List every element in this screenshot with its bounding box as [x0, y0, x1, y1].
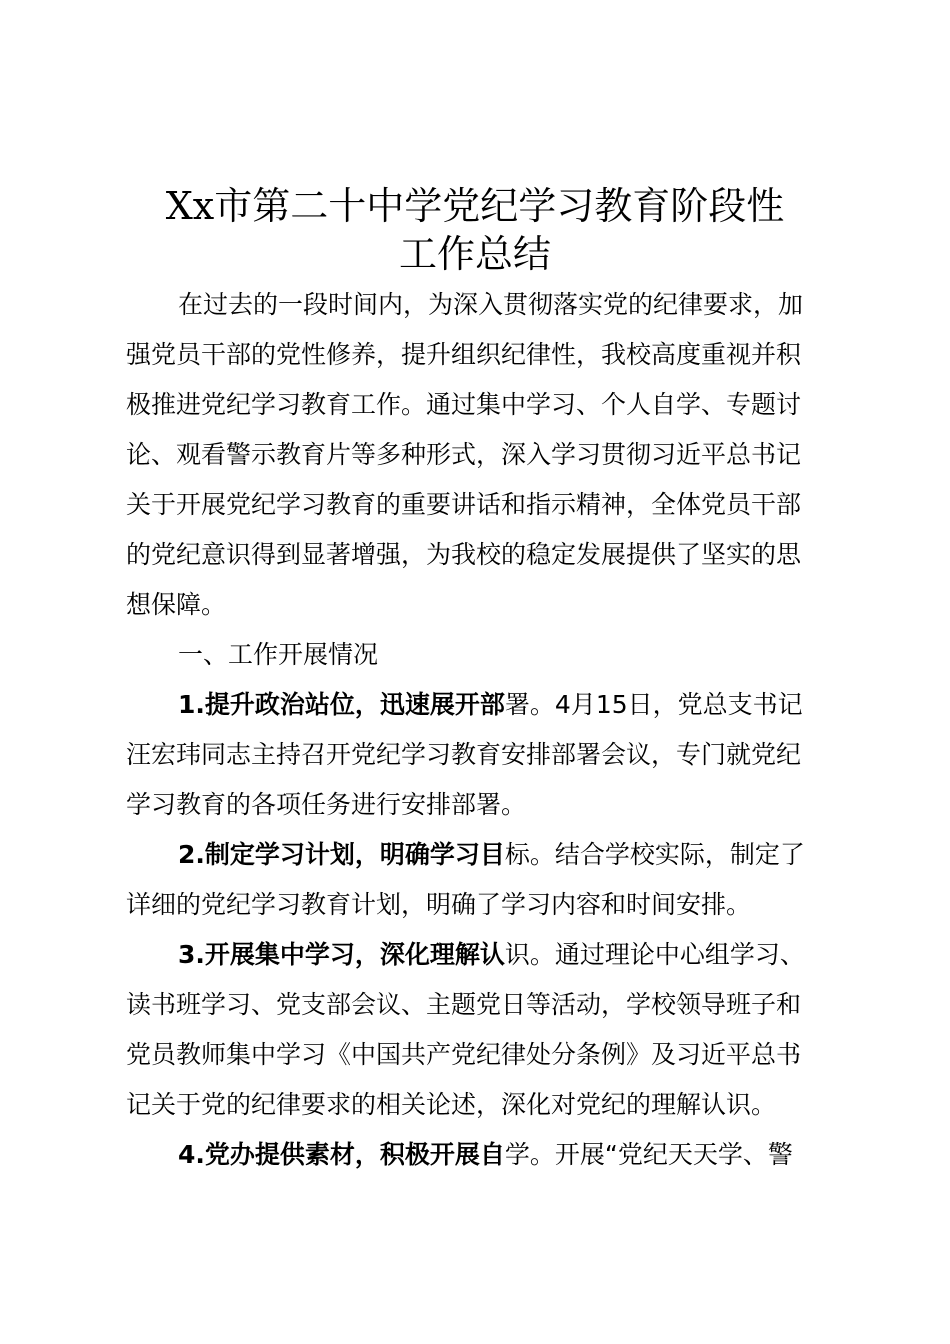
item-2-text: 结合学校实际，制定了	[554, 840, 805, 869]
item-3-text: 通过理论中心组学习、	[554, 940, 805, 969]
paragraph-line: 强党员干部的党性修养，提升组织纪律性，我校高度重视并积	[126, 340, 802, 369]
item-1-line	[178, 688, 803, 722]
item-1-heading: 1.提升政治站位，迅速展开部	[178, 690, 505, 719]
item-2-heading-tail: 标。	[504, 840, 555, 869]
item-3-heading: 3.开展集中学习，深化理解认	[178, 940, 505, 969]
section-heading: 一、工作开展情况	[178, 640, 379, 669]
paragraph-line: 的党纪意识得到显著增强，为我校的稳定发展提供了坚实的思	[126, 540, 802, 569]
item-2-heading: 2.制定学习计划，明确学习目	[178, 840, 505, 869]
item-4-text: 开展“党纪天天学、警	[554, 1140, 793, 1169]
paragraph-line: 读书班学习、党支部会议、主题党日等活动，学校领导班子和	[126, 990, 802, 1019]
item-1-heading-tail: 署。	[504, 690, 555, 719]
item-2-line	[178, 838, 805, 872]
paragraph-line: 学习教育的各项任务进行安排部署。	[126, 790, 527, 819]
paragraph-line: 党员教师集中学习《中国共产党纪律处分条例》及习近平总书	[126, 1040, 802, 1069]
item-4-heading: 4.党办提供素材，积极开展自	[178, 1140, 505, 1169]
item-4-heading-tail: 学。	[504, 1140, 555, 1169]
document-title-line-2: 工作总结	[398, 232, 551, 276]
paragraph-line: 记关于党的纪律要求的相关论述，深化对党纪的理解认识。	[126, 1090, 777, 1119]
paragraph-line: 论、观看警示教育片等多种形式，深入学习贯彻习近平总书记	[126, 440, 802, 469]
paragraph-line: 详细的党纪学习教育计划，明确了学习内容和时间安排。	[126, 890, 752, 919]
paragraph-line: 汪宏玮同志主持召开党纪学习教育安排部署会议，专门就党纪	[126, 740, 802, 769]
paragraph-line: 关于开展党纪学习教育的重要讲话和指示精神，全体党员干部	[126, 490, 802, 519]
item-4-line	[178, 1138, 793, 1172]
paragraph-line: 在过去的一段时间内，为深入贯彻落实党的纪律要求，加	[178, 290, 804, 319]
item-1-text: 4月15日，党总支书记	[554, 690, 803, 719]
item-3-line	[178, 938, 805, 972]
document-title-line-1: Xx市第二十中学党纪学习教育阶段性	[165, 184, 785, 228]
item-3-heading-tail: 识。	[504, 940, 555, 969]
paragraph-line: 想保障。	[126, 590, 227, 619]
paragraph-line: 极推进党纪学习教育工作。通过集中学习、个人自学、专题讨	[126, 390, 802, 419]
